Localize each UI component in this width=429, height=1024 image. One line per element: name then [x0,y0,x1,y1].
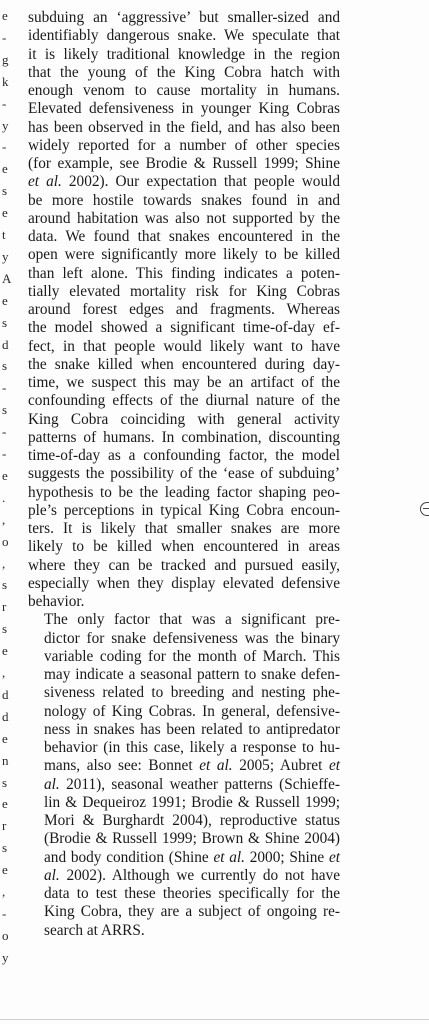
text-line: patterns of humans. In combination, discounting [28,428,340,446]
margin-glyph: . [2,489,6,505]
text-line: et al. 2002). Our expectation that people would [28,173,341,191]
margin-glyph: s [2,314,8,330]
text-line: hypothesis to be the leading factor shaping peo- [28,483,340,501]
text-line: (Brodie & Russell 1999; Brown & Shine 2004) [44,830,340,848]
text-line: dictor for snake defensiveness was the binary [44,629,340,647]
margin-glyph: r [2,599,7,615]
text-line: The only factor that was a significant pre- [44,611,340,629]
margin-glyph: , [2,665,6,680]
margin-glyph: y [2,248,9,264]
margin-glyph: d [2,686,9,702]
text-line: especially when they display elevated defensive [28,574,340,592]
text-line: data to test these theories specifically for the [44,885,340,902]
text-line: around habitation was also not supported by the [28,209,340,227]
margin-glyph: e [2,467,8,483]
margin-glyph: e [2,730,8,746]
margin-glyph: - [2,905,7,921]
text-line: be more hostile towards snakes found in and [28,191,340,209]
paragraph-1 [28,9,340,611]
margin-glyph: e [2,643,8,659]
paragraph-2 [28,611,340,940]
text-line: the model showed a significant time-of-day ef- [28,319,340,337]
margin-glyph: s [2,840,8,856]
margin-glyph: s [2,358,8,374]
text-line: ness in snakes has been related to antipredator [44,720,340,738]
text-line: subduing an ‘aggressive’ but smaller-sized and [28,9,340,26]
text-line: King Cobra, they are a subject of ongoing re- [44,903,340,921]
text-line: identifiably dangerous snake. We speculate that [28,27,340,45]
text-line: may indicate a seasonal pattern to snake defen- [44,666,340,683]
text-line: it is likely traditional knowledge in the region [28,45,340,63]
margin-glyph: d [2,708,9,724]
text-line: widely reported for a number of other species [28,136,340,154]
margin-glyph: s [2,774,8,790]
margin-glyph: s [2,183,8,199]
margin-glyph: n [2,752,9,768]
margin-glyph: A [2,270,12,286]
text-line: around forest edges and fragments. Whereas [28,301,340,318]
margin-glyph: g [2,51,9,67]
margin-glyph: y [2,949,9,965]
text-line: Elevated defensiveness in younger King Cobras [28,100,340,118]
text-line: where they can be tracked and pursued easily, [28,556,340,574]
margin-glyph: e [2,205,8,221]
text-line: mans, also see: Bonnet et al. 2005; Aubret et [44,757,340,775]
margin-glyph: , [2,511,6,527]
text-line: enough venom to cause mortality in humans. [28,82,340,99]
text-line: has been observed in the field, and has also been [28,118,340,136]
margin-glyph: e [2,862,8,878]
margin-glyph: r [2,818,7,834]
margin-glyph: - [2,95,7,111]
margin-glyph: t [2,227,6,242]
margin-glyph: , [2,884,6,899]
margin-glyph: s [2,402,8,418]
text-column [28,9,340,940]
text-line: data. We found that snakes encountered in the [28,228,340,245]
margin-glyph: e [2,8,8,23]
margin-glyph: - [2,446,7,461]
margin-glyph: , [2,555,6,571]
text-line: al. 2011), seasonal weather patterns (Schieffe- [44,775,340,793]
text-line: than left alone. This finding indicates a poten- [28,264,340,282]
text-line: lin & Dequeiroz 1991; Brodie & Russell 1999; [44,793,340,811]
margin-glyph: e [2,292,8,308]
text-line: Mori & Burghardt 2004), reproductive status [44,812,340,829]
text-line: al. 2002). Although we currently do not have [44,866,340,884]
margin-glyph: - [2,139,7,155]
bottom-rule [0,1019,429,1020]
text-line: ple’s perceptions in typical King Cobra encoun- [28,501,340,519]
text-line: behavior. [28,593,85,610]
margin-glyph: o [2,533,9,549]
text-line: that the young of the King Cobra hatch with [28,63,340,81]
margin-glyph: e [2,161,8,177]
margin-glyph: e [2,796,8,812]
text-line: confounding effects of the diurnal nature of the [28,392,340,410]
margin-glyph: k [2,73,9,89]
text-line: search at ARRS. [44,921,145,939]
text-line: likely to be killed when encountered in areas [28,538,340,556]
margin-glyph: - [2,424,7,440]
page-edge-marker-icon [420,502,429,516]
margin-glyph: - [2,29,7,45]
text-line: and body condition (Shine et al. 2000; Shine et [44,848,340,866]
text-line: suggests the possibility of the ‘ease of subduing’ [28,465,340,483]
margin-glyph: s [2,621,8,637]
text-line: fect, in that people would likely want to have [28,337,340,355]
margin-glyph: o [2,927,9,943]
text-line: ters. It is likely that smaller snakes are more [28,520,340,537]
text-line: (for example, see Brodie & Russell 1999; Shine [28,155,340,172]
margin-glyph: s [2,577,8,593]
adjacent-column-fragment [0,8,14,1008]
margin-glyph: y [2,117,9,133]
text-line: tially elevated mortality risk for King Cobras [28,282,340,300]
margin-glyph: - [2,380,7,396]
text-line: time-of-day as a confounding factor, the model [28,447,340,464]
text-line: King Cobra coinciding with general activity [28,410,340,428]
text-line: variable coding for the month of March. This [44,647,340,665]
text-line: open were significantly more likely to be killed [28,246,340,264]
text-line: nology of King Cobras. In general, defensive- [44,702,340,720]
text-line: time, we suspect this may be an artifact of the [28,374,340,391]
margin-glyph: d [2,336,9,352]
text-line: siveness related to breeding and nesting phe- [44,684,340,702]
text-line: the snake killed when encountered during day- [28,355,340,373]
text-line: behavior (in this case, likely a response to hu- [44,739,340,756]
